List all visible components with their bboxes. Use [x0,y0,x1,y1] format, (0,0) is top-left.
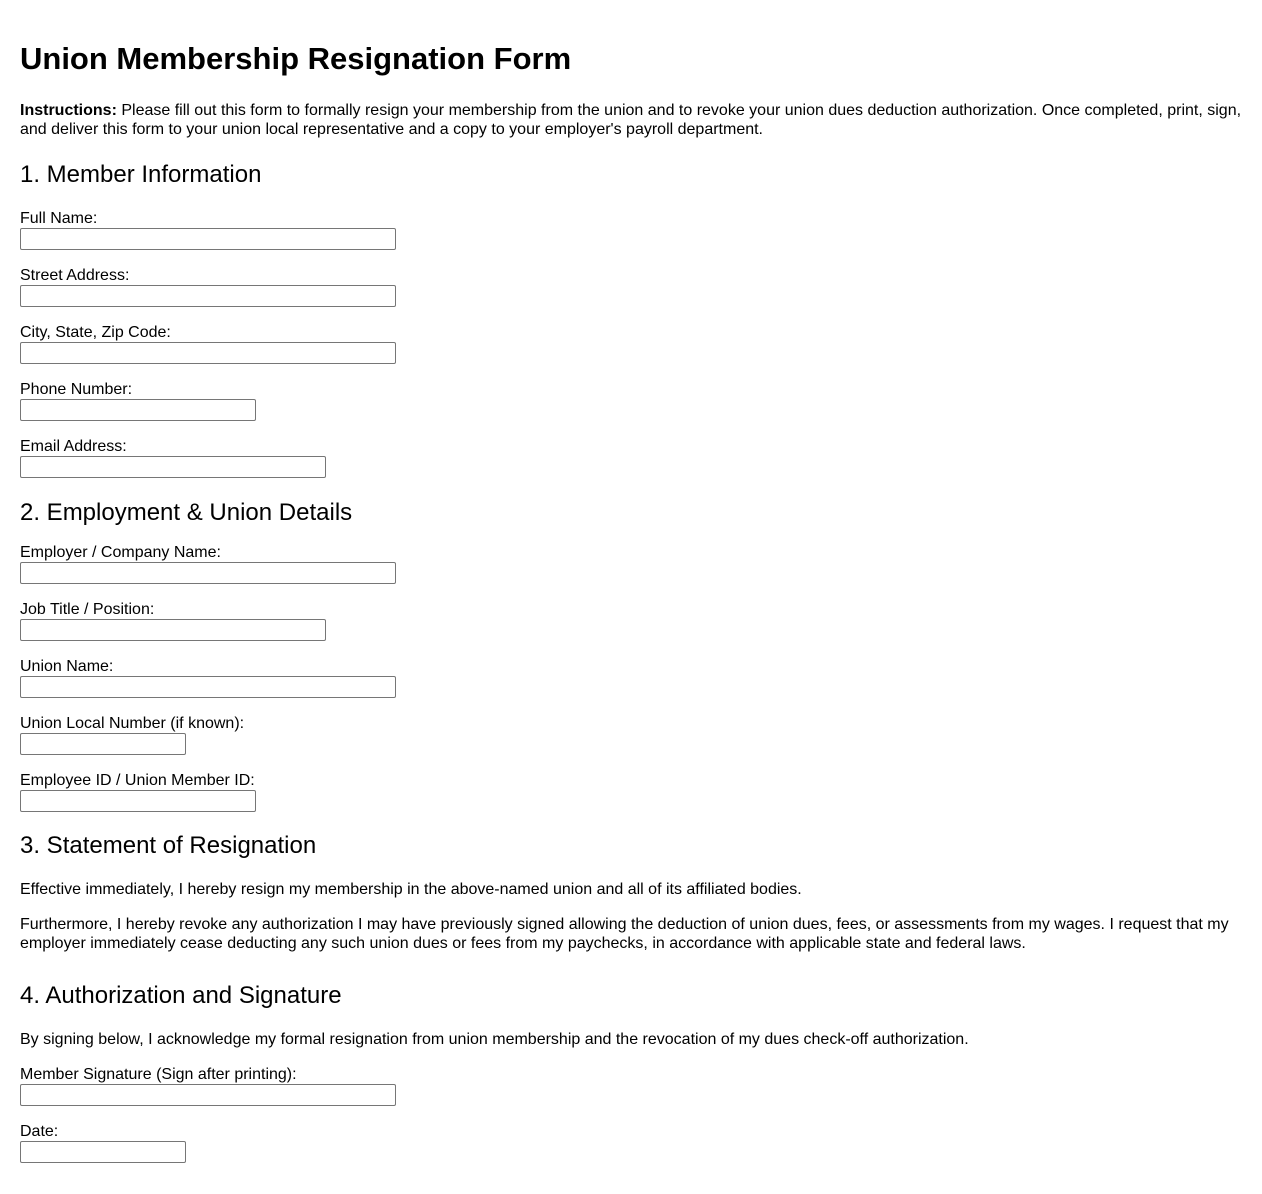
city-state-zip-field [20,323,1242,364]
street-address-field [20,266,1242,307]
page-title: Union Membership Resignation Form [20,41,572,76]
phone-number-input[interactable] [20,399,256,421]
full-name-input[interactable] [20,228,396,250]
full-name-field [20,209,1242,250]
union-local-number-label: Union Local Number (if known): [20,715,245,732]
date-input[interactable] [20,1141,186,1163]
union-local-number-field [20,714,1242,755]
instructions-text: Please fill out this form to formally resign your membership from the union and to revoke your union dues deduction authorization. Once completed, print, sign, and deliver this form to your union local representative and a copy to your employer's payroll department. [20,102,1242,138]
employer-label: Employer / Company Name: [20,544,221,561]
employee-id-label: Employee ID / Union Member ID: [20,772,255,789]
date-label: Date: [20,1123,59,1140]
date-field [20,1122,1242,1163]
street-address-label: Street Address: [20,267,130,284]
section-heading-employment-union-details: 2. Employment & Union Details [20,499,353,526]
union-name-field [20,657,1242,698]
member-signature-label: Member Signature (Sign after printing): [20,1066,297,1083]
union-local-number-input[interactable] [20,733,186,755]
instructions-label: Instructions: [20,102,117,119]
union-name-input[interactable] [20,676,396,698]
employer-input[interactable] [20,562,396,584]
dues-revocation-statement: Furthermore, I hereby revoke any authorization I may have previously signed allowing the deduction of union dues, fees, or assessments from my wages. I request that my employer immediately cease deducting any such union dues or fees from my paychecks, in accordance with applicable state and federal laws. [20,916,1229,952]
employee-id-input[interactable] [20,790,256,812]
acknowledgement-statement: By signing below, I acknowledge my formal resignation from union membership and the revocation of my dues check-off authorization. [20,1031,969,1048]
employee-id-field [20,771,1242,812]
job-title-input[interactable] [20,619,326,641]
email-address-label: Email Address: [20,438,127,455]
section-heading-statement-of-resignation: 3. Statement of Resignation [20,832,317,859]
job-title-field [20,600,1242,641]
section-heading-authorization-signature: 4. Authorization and Signature [20,982,342,1009]
email-address-input[interactable] [20,456,326,478]
email-address-field [20,437,1242,478]
phone-number-label: Phone Number: [20,381,133,398]
city-state-zip-label: City, State, Zip Code: [20,324,171,341]
phone-number-field [20,380,1242,421]
member-signature-field [20,1065,1242,1106]
member-signature-input[interactable] [20,1084,396,1106]
instructions [20,101,1242,139]
city-state-zip-input[interactable] [20,342,396,364]
section-heading-member-information: 1. Member Information [20,161,262,188]
full-name-label: Full Name: [20,210,98,227]
employer-field [20,543,1242,584]
street-address-input[interactable] [20,285,396,307]
union-name-label: Union Name: [20,658,114,675]
job-title-label: Job Title / Position: [20,601,155,618]
resignation-statement: Effective immediately, I hereby resign my membership in the above-named union and all of its affiliated bodies. [20,881,802,898]
